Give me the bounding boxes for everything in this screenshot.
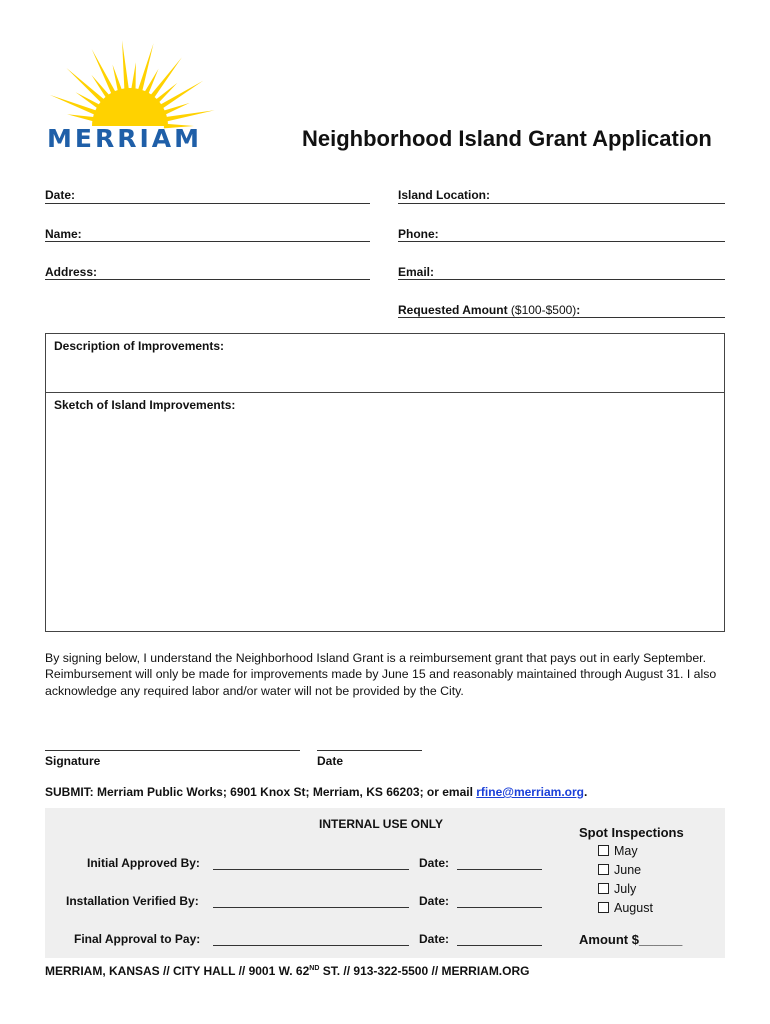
- name-line[interactable]: [45, 241, 370, 242]
- sun-ray: [50, 95, 99, 116]
- sketch-label: Sketch of Island Improvements:: [54, 398, 236, 412]
- signature-date-line[interactable]: [317, 750, 422, 751]
- email-line[interactable]: [398, 279, 725, 280]
- signature-label: Signature: [45, 754, 101, 768]
- signature-line[interactable]: [45, 750, 300, 751]
- requested-amount-text: Requested Amount: [398, 303, 508, 317]
- footer-superscript: ND: [309, 965, 320, 972]
- checkbox-icon[interactable]: [598, 902, 609, 913]
- checkbox-icon[interactable]: [598, 864, 609, 875]
- inspection-month-label: May: [614, 844, 638, 858]
- description-label: Description of Improvements:: [54, 339, 225, 353]
- inspection-month-label: June: [614, 863, 642, 877]
- requested-amount-line[interactable]: [398, 317, 725, 318]
- inspection-checkbox-august[interactable]: [598, 899, 653, 918]
- initial-approved-date-label: Date:: [419, 856, 450, 870]
- final-approval-date-label: Date:: [419, 932, 450, 946]
- spot-inspections-title: Spot Inspections: [579, 825, 684, 840]
- sun-ray: [131, 62, 136, 92]
- installation-verified-date-label: Date:: [419, 894, 450, 908]
- submit-email-link[interactable]: rfine@merriam.org: [476, 785, 584, 799]
- submit-text: SUBMIT: Merriam Public Works; 6901 Knox St; Merriam, KS 66203; or email: [45, 785, 477, 799]
- address-label: Address:: [45, 265, 98, 279]
- logo-wordmark: MERRIAM: [47, 124, 202, 153]
- final-approval-date-line[interactable]: [457, 934, 542, 946]
- inspection-checkbox-may[interactable]: [598, 842, 653, 861]
- internal-use-heading: INTERNAL USE ONLY: [319, 817, 444, 831]
- submit-end: .: [583, 785, 588, 799]
- installation-verified-label: Installation Verified By:: [66, 894, 199, 908]
- email-label: Email:: [398, 265, 435, 279]
- footer-part1: MERRIAM, KANSAS // CITY HALL // 9001 W. 62: [45, 964, 310, 978]
- installation-verified-date-line[interactable]: [457, 896, 542, 908]
- footer-part2: ST. // 913-322-5500 // MERRIAM.ORG: [319, 964, 530, 978]
- final-approval-label: Final Approval to Pay:: [74, 932, 201, 946]
- initial-approved-label: Initial Approved By:: [87, 856, 200, 870]
- description-box[interactable]: [45, 333, 725, 393]
- checkbox-icon[interactable]: [598, 845, 609, 856]
- checkbox-icon[interactable]: [598, 883, 609, 894]
- initial-approved-date-line[interactable]: [457, 858, 542, 870]
- inspection-month-label: July: [614, 882, 637, 896]
- inspection-checkbox-july[interactable]: [598, 880, 653, 899]
- requested-amount-colon: :: [576, 303, 581, 317]
- footer-address: [45, 964, 529, 978]
- island-location-label: Island Location:: [398, 188, 491, 202]
- requested-amount-label: [398, 303, 580, 317]
- signature-date-label: Date: [317, 754, 344, 768]
- submit-line: [45, 785, 587, 799]
- final-approval-line[interactable]: [213, 934, 409, 946]
- installation-verified-line[interactable]: [213, 896, 409, 908]
- sketch-box[interactable]: [45, 392, 725, 632]
- phone-label: Phone:: [398, 227, 439, 241]
- island-location-line[interactable]: [398, 203, 725, 204]
- amount-field[interactable]: Amount $______: [579, 932, 683, 947]
- date-line[interactable]: [45, 203, 370, 204]
- address-line[interactable]: [45, 279, 370, 280]
- inspection-month-label: August: [614, 901, 653, 915]
- name-label: Name:: [45, 227, 82, 241]
- spot-inspections-list: [598, 842, 653, 918]
- internal-use-panel: [45, 808, 725, 958]
- date-label: Date:: [45, 188, 76, 202]
- agreement-paragraph: By signing below, I understand the Neighborhood Island Grant is a reimbursement grant that pays out in early September. Reimbursement will only be made for improvements made by June 15 and reasonably maintained through August 31. I also acknowledge any required labor and/or water will not be provided by the City.: [45, 651, 717, 698]
- requested-amount-range: ($100-$500): [510, 303, 577, 317]
- initial-approved-line[interactable]: [213, 858, 409, 870]
- phone-line[interactable]: [398, 241, 725, 242]
- inspection-checkbox-june[interactable]: [598, 861, 653, 880]
- page-title: Neighborhood Island Grant Application: [302, 126, 712, 151]
- sun-ray: [122, 40, 129, 92]
